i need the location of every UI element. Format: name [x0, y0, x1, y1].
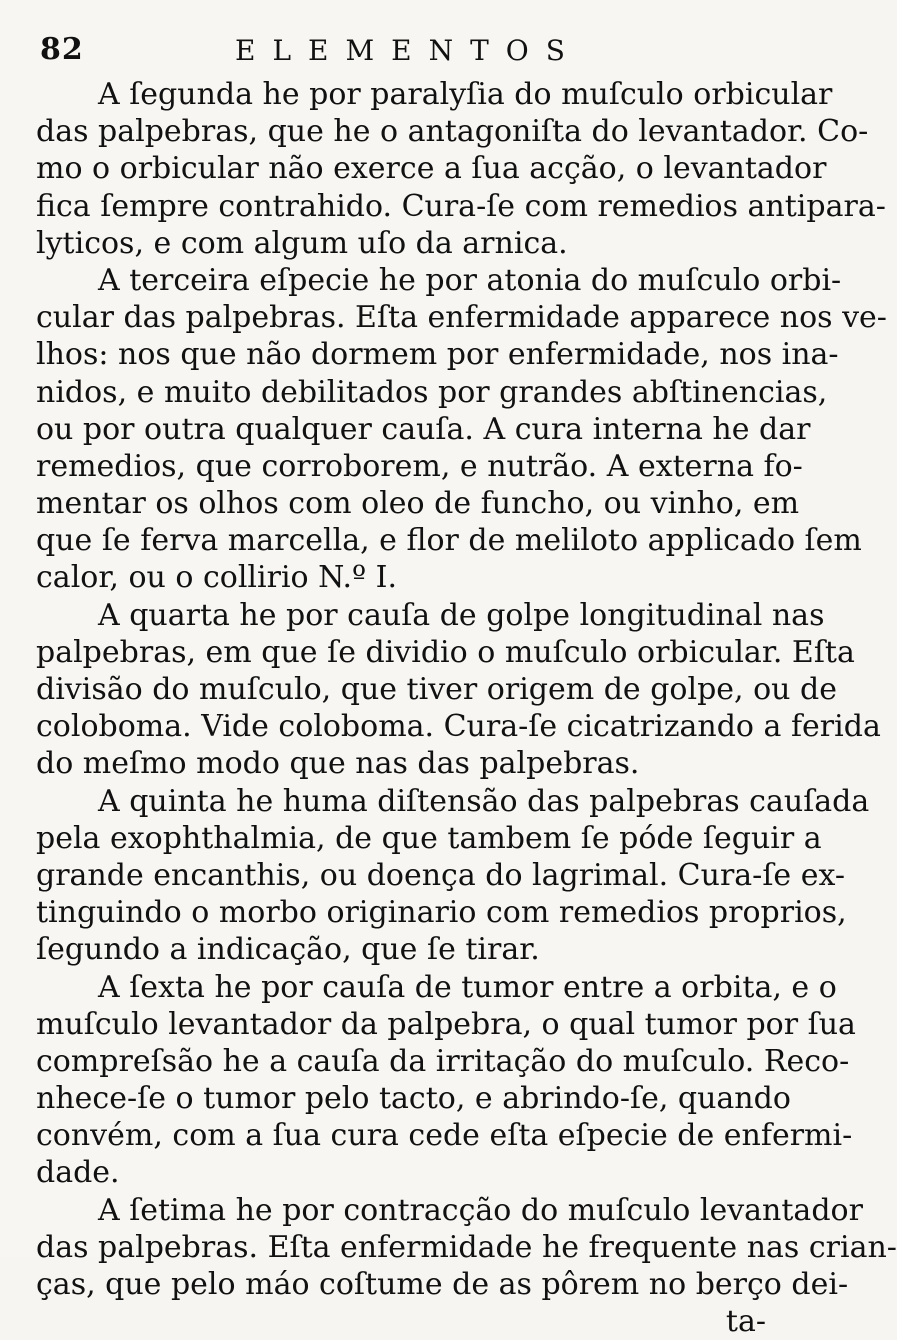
text-line: lhos: nos que não dormem por enfermidade, nos ina- [36, 337, 839, 373]
text-line: dade. [36, 1155, 120, 1191]
body-text [36, 76, 897, 1340]
text-line: lyticos, e com algum uſo da arnica. [36, 225, 568, 261]
text-line: fica ſempre contrahido. Cura-ſe com remedios antipara- [36, 188, 886, 224]
text-line: divisão do muſculo, que tiver origem de golpe, ou de [36, 672, 837, 707]
text-line: A ſexta he por cauſa de tumor entre a orbita, e o [98, 969, 837, 1005]
page-header [30, 28, 770, 78]
text-line: das palpebras. Eſta enfermidade he frequente nas crian- [36, 1229, 897, 1265]
text-line: A ſegunda he por paralyſia do muſculo orbicular [98, 77, 833, 112]
text-line: palpebras, em que ſe dividio o muſculo orbicular. Eſta [36, 634, 855, 670]
text-line: pela exophthalmia, de que tambem ſe póde ſeguir a [36, 820, 822, 856]
text-line: mentar os olhos com oleo de funcho, ou vinho, em [36, 486, 800, 522]
text-line: remedios, que corroborem, e nutrão. A externa fo- [36, 448, 803, 484]
text-line: ças, que pelo máo coſtume de as pôrem no berço dei- [36, 1267, 849, 1302]
text-line: coloboma. Vide coloboma. Cura-ſe cicatrizando a ferida [36, 709, 881, 745]
text-line: grande encanthis, ou doença do lagrimal. Cura-ſe ex- [36, 857, 845, 893]
text-line: A terceira eſpecie he por atonia do muſculo orbi- [98, 262, 842, 298]
text-line: que ſe ferva marcella, e flor de meliloto applicado ſem [36, 523, 862, 559]
running-title: ELEMENTOS [235, 34, 582, 67]
text-line: calor, ou o collirio N.º I. [36, 560, 398, 596]
text-line: ou por outra qualquer cauſa. A cura interna he dar [36, 411, 811, 447]
text-line: nhece-ſe o tumor pelo tacto, e abrindo-ſe, quando [36, 1081, 791, 1117]
text-line: cular das palpebras. Eſta enfermidade apparece nos ve- [36, 300, 887, 336]
catchword: ta- [725, 1304, 766, 1340]
text-line: do meſmo modo que nas das palpebras. [36, 746, 640, 782]
text-line: mo o orbicular não exerce a ſua acção, o levantador [36, 151, 827, 187]
text-line: nidos, e muito debilitados por grandes abſtinencias, [36, 374, 828, 410]
text-line: ſegundo a indicação, que ſe tirar. [36, 932, 540, 968]
text-line: convém, com a ſua cura cede eſta eſpecie de enfermi- [36, 1118, 853, 1154]
text-line: A quarta he por cauſa de golpe longitudinal nas [98, 597, 825, 633]
text-line: A ſetima he por contracção do muſculo levantador [98, 1192, 863, 1228]
text-line: A quinta he huma diſtensão das palpebras cauſada [98, 783, 870, 819]
text-line: compreſsão he a cauſa da irritação do muſculo. Reco- [36, 1043, 850, 1079]
text-line: das palpebras, que he o antagoniſta do levantador. Co- [36, 114, 869, 150]
page-number: 82 [40, 32, 84, 67]
text-line: tinguindo o morbo originario com remedios proprios, [36, 895, 847, 931]
text-line: muſculo levantador da palpebra, o qual tumor por ſua [36, 1006, 856, 1042]
